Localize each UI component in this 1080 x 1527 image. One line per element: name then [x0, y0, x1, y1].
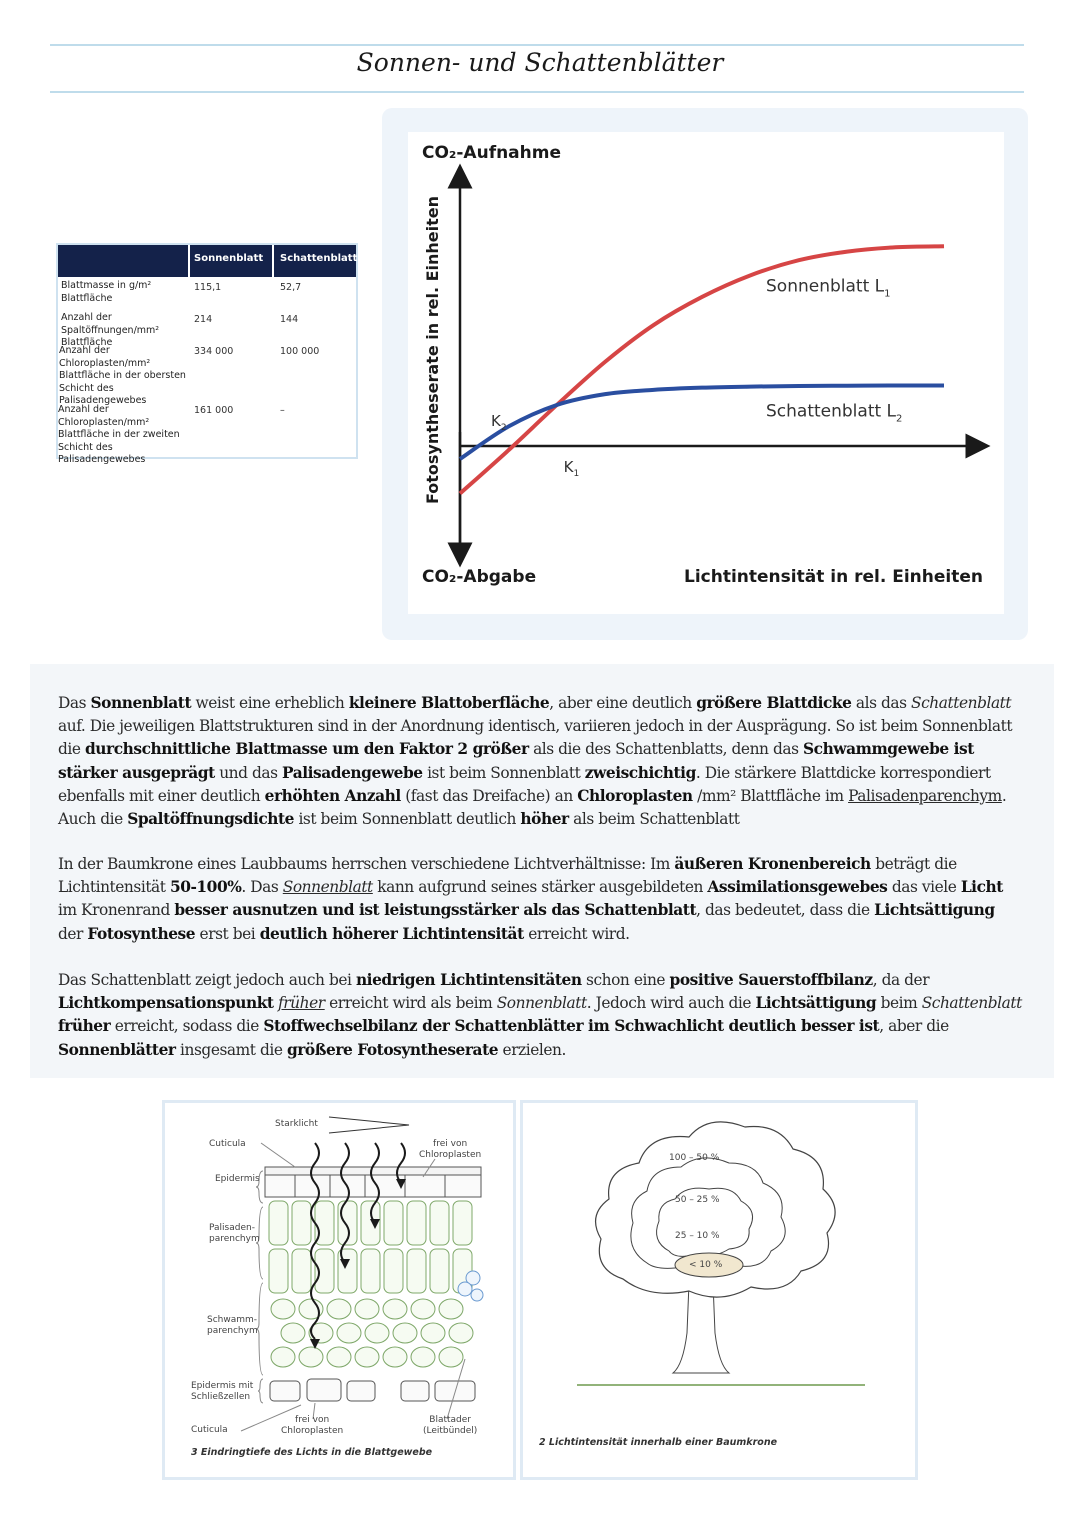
- bold-text: Licht: [960, 878, 1003, 897]
- bold-text: Chloroplasten: [577, 786, 693, 805]
- series-label-schattenblatt: Schattenblatt $L_2$: [766, 401, 903, 425]
- bold-text: Fotosynthese: [87, 924, 196, 943]
- label-starklicht: Starklicht: [275, 1119, 318, 1129]
- bold-text: besser ausnutzen und ist leistungsstärker als das Schattenblatt: [174, 901, 697, 920]
- bold-text: Lichtkompensationspunkt: [58, 994, 274, 1013]
- label-cuticula-top: Cuticula: [209, 1139, 246, 1149]
- bold-text: Assimilationsgewebes: [707, 878, 888, 897]
- text: schon eine: [581, 971, 670, 989]
- text: erzielen.: [498, 1040, 566, 1059]
- bold-text: deutlich höherer Lichtintensität: [259, 924, 524, 943]
- italic-text: Schattenblatt: [921, 994, 1022, 1013]
- cell-sun: 115,1: [194, 282, 222, 293]
- page-title: Sonnen- und Schattenblätter: [356, 48, 724, 77]
- spongy-cell: [355, 1347, 379, 1367]
- spongy-cell: [411, 1299, 435, 1319]
- spongy-cell: [421, 1323, 445, 1343]
- bold-text: Lichtsättigung: [755, 994, 877, 1013]
- text: das viele: [887, 878, 961, 897]
- y-axis-label: Fotosyntheserate in rel. Einheiten: [423, 195, 442, 504]
- bold-text: höher: [520, 810, 569, 829]
- palisade-cell: [269, 1201, 288, 1245]
- text: /mm² Blattfläche im: [692, 786, 849, 805]
- text: ist beim Sonnenblatt: [422, 763, 585, 782]
- text: auf. Die jeweiligen Blattstrukturen sind in der Anordnung identisch, variieren jedoch in der Ausprägung. So ist beim Sonnenblatt die: [58, 717, 1013, 759]
- bold-text: positive Sauerstoffbilanz: [669, 971, 873, 989]
- cell-shade: 144: [280, 314, 299, 325]
- top-rule: [50, 44, 1024, 46]
- cell-sun: 334 000: [194, 346, 234, 357]
- cell-shade: –: [280, 405, 285, 416]
- spongy-cell: [439, 1299, 463, 1319]
- text: , da der: [872, 971, 930, 989]
- text: insgesamt die: [175, 1040, 287, 1059]
- cell-sun: 214: [194, 314, 213, 325]
- text: im Kronenrand: [58, 901, 175, 920]
- spongy-cell: [439, 1347, 463, 1367]
- text: erreicht wird.: [523, 924, 630, 943]
- bold-text: Palisadengewebe: [282, 763, 423, 782]
- text: , aber die: [879, 1017, 949, 1036]
- title-rule: [50, 91, 1024, 93]
- y-axis-bottom-label: CO₂-Abgabe: [422, 567, 537, 587]
- spongy-cell: [411, 1347, 435, 1367]
- text: (fast das Dreifache) an: [400, 786, 578, 805]
- bold-text: Lichtsättigung: [874, 901, 995, 920]
- spongy-cell: [355, 1299, 379, 1319]
- paragraph-3: [58, 969, 1022, 1062]
- text: der: [58, 924, 88, 943]
- spongy-cell: [393, 1323, 417, 1343]
- row-label: Anzahl der Chloroplasten/mm² Blattfläche in der zweiten Schicht des Palisadengewebes: [58, 404, 180, 465]
- bold-text: größere Blattdicke: [696, 694, 852, 712]
- text: als das: [851, 694, 912, 712]
- spongy-cell: [271, 1299, 295, 1319]
- header-separator: [272, 245, 274, 277]
- zone-label: 25 – 10 %: [675, 1231, 720, 1241]
- text: . Auch die: [58, 786, 1007, 829]
- label-cuticula-bottom: Cuticula: [191, 1425, 228, 1435]
- header-schattenblatt: Schattenblatt: [280, 253, 358, 264]
- bold-text: Sonnenblatt: [90, 694, 192, 712]
- text: als beim Schattenblatt: [568, 810, 740, 829]
- bold-text: Sonnenblätter: [58, 1040, 176, 1059]
- bold-text: Stoffwechselbilanz der Schattenblätter im Schwachlicht deutlich besser ist: [263, 1017, 880, 1036]
- text: . Das: [241, 878, 283, 897]
- palisade-cell: [430, 1249, 449, 1293]
- label-blattader: Blattader (Leitbündel): [423, 1415, 478, 1436]
- palisade-cell: [453, 1201, 472, 1245]
- x-axis-label: Lichtintensität in rel. Einheiten: [684, 567, 983, 587]
- spongy-cell: [383, 1347, 407, 1367]
- text: . Jedoch wird auch die: [586, 994, 756, 1013]
- series-label-sonnenblatt: Sonnenblatt $L_1$: [766, 276, 891, 300]
- palisade-cell: [384, 1249, 403, 1293]
- spongy-cell: [271, 1347, 295, 1367]
- spongy-cell: [383, 1299, 407, 1319]
- row-label: Anzahl der Chloroplasten/mm² Blattfläche in der obersten Schicht des Palisadengewebes: [59, 345, 186, 406]
- bold-text: zweischichtig: [584, 763, 696, 782]
- cell-sun: 161 000: [194, 405, 234, 416]
- bold-text: äußeren Kronenbereich: [674, 855, 871, 873]
- bold-text: niedrigen Lichtintensitäten: [355, 971, 582, 989]
- text: als die des Schattenblatts, denn das: [528, 740, 803, 759]
- text: weist eine erheblich: [191, 694, 349, 712]
- text: . Die stärkere Blattdicke korrespondiert ebenfalls mit einer deutlich: [58, 763, 991, 805]
- caption-tree: 2 Lichtintensität innerhalb einer Baumkrone: [539, 1437, 778, 1448]
- italic-text: Sonnenblatt: [496, 994, 587, 1013]
- palisade-cell: [407, 1249, 426, 1293]
- text: , das bedeutet, dass die: [696, 901, 875, 920]
- label-frei-top: frei von Chloroplasten: [419, 1139, 482, 1160]
- italic-text: Schattenblatt: [911, 694, 1012, 712]
- cell-shade: 52,7: [280, 282, 302, 293]
- leaf-comparison-table: [56, 243, 358, 465]
- text: kann aufgrund seines stärker ausgebildeten: [372, 878, 708, 897]
- text: beim: [876, 994, 922, 1013]
- bold-text: kleinere Blattoberfläche: [348, 694, 550, 712]
- palisade-cell: [430, 1201, 449, 1245]
- underlined-text: Palisadenparenchym: [848, 786, 1002, 805]
- annotation-k2: $K_2$: [491, 412, 507, 433]
- spongy-cell: [281, 1323, 305, 1343]
- text: Das: [58, 694, 91, 712]
- text: erreicht, sodass die: [110, 1017, 264, 1036]
- tree-crown-figure: [520, 1100, 918, 1480]
- paragraph-2: [58, 853, 1022, 946]
- table-header: [58, 245, 356, 277]
- header-separator: [188, 245, 190, 277]
- palisade-cell: [292, 1249, 311, 1293]
- palisade-cell: [269, 1249, 288, 1293]
- series-line-schattenblatt: [460, 386, 944, 459]
- spongy-cell: [299, 1347, 323, 1367]
- label-palisaden: Palisaden- parenchym: [209, 1223, 260, 1244]
- text: erreicht wird als beim: [324, 994, 497, 1013]
- bold-text: erhöhten Anzahl: [264, 786, 401, 805]
- bold-text: 50-100%: [169, 878, 242, 897]
- spongy-cell: [365, 1323, 389, 1343]
- label-epidermis-schliesszellen: Epidermis mit Schließzellen: [191, 1381, 254, 1402]
- row-label: Blattmasse in g/m² Blattfläche: [61, 280, 152, 304]
- spongy-cell: [327, 1347, 351, 1367]
- zone-label: < 10 %: [689, 1260, 723, 1270]
- text: erst bei: [195, 924, 260, 943]
- bold-text: Schwammgewebe ist stärker ausgeprägt: [58, 740, 974, 782]
- leaf-section-figure: [162, 1100, 516, 1480]
- spongy-cell: [327, 1299, 351, 1319]
- header-sonnenblatt: Sonnenblatt: [194, 253, 264, 264]
- chart-svg: [408, 132, 1004, 614]
- row-label: Anzahl der Spaltöffnungen/mm² Blattfläche: [61, 312, 160, 348]
- bold-text: früher: [58, 1017, 111, 1036]
- text: Das Schattenblatt zeigt jedoch auch bei: [58, 971, 356, 989]
- label-epidermis: Epidermis: [215, 1174, 260, 1184]
- photosynthesis-chart: [408, 132, 1004, 614]
- label-schwamm: Schwamm- parenchym: [207, 1315, 258, 1336]
- annotation-k1: $K_1$: [563, 458, 580, 479]
- caption-leaf: 3 Eindringtiefe des Lichts in die Blattgewebe: [191, 1447, 433, 1458]
- bold-text: größere Fotosyntheserate: [286, 1040, 499, 1059]
- text: , aber eine deutlich: [549, 694, 697, 712]
- zone-label: 50 – 25 %: [675, 1195, 720, 1205]
- spongy-cell: [337, 1323, 361, 1343]
- spongy-cell: [449, 1323, 473, 1343]
- text: beträgt die Lichtintensität: [58, 855, 957, 897]
- text: In der Baumkrone eines Laubbaums herrschen verschiedene Lichtverhältnisse: Im: [58, 855, 675, 873]
- text: und das: [214, 763, 283, 782]
- paragraph-1: [58, 692, 1022, 831]
- text: ist beim Sonnenblatt deutlich: [294, 810, 521, 829]
- palisade-cell: [407, 1201, 426, 1245]
- italic-underlined-text: Sonnenblatt: [282, 878, 373, 897]
- chart-title: CO₂-Aufnahme: [422, 143, 562, 163]
- italic-underlined-text: früher: [278, 994, 325, 1013]
- palisade-cell: [292, 1201, 311, 1245]
- bold-text: durchschnittliche Blattmasse um den Faktor 2 größer: [84, 740, 529, 759]
- zone-label: 100 – 50 %: [669, 1153, 720, 1163]
- bold-text: Spaltöffnungsdichte: [127, 810, 295, 829]
- palisade-cell: [384, 1201, 403, 1245]
- label-frei-bottom: frei von Chloroplasten: [281, 1415, 344, 1436]
- palisade-cell: [361, 1249, 380, 1293]
- cell-shade: 100 000: [280, 346, 320, 357]
